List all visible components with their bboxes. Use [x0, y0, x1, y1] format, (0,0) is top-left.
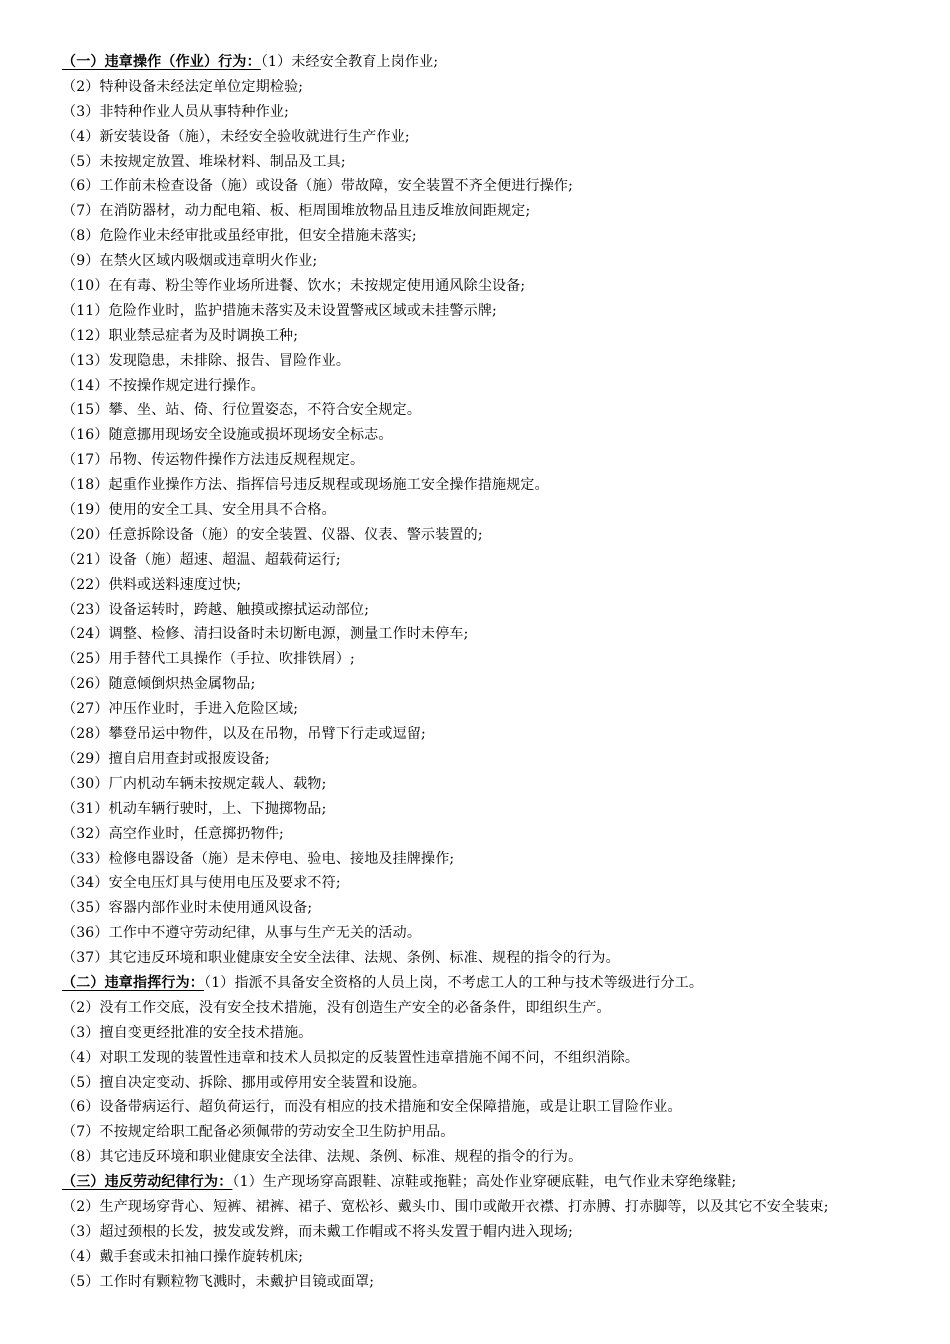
- section-1-item-29: [62, 747, 894, 772]
- section-3-item-5: [62, 1270, 894, 1295]
- section-1-item-32: [62, 822, 894, 847]
- section-2-item-3: [62, 1021, 894, 1046]
- section-1-item-7: [62, 199, 894, 224]
- section-2-item-2: [62, 996, 894, 1021]
- section-item-text: （5）未按规定放置、堆垛材料、制品及工具;: [62, 153, 346, 170]
- section-item-text: （2）没有工作交底，没有安全技术措施，没有创造生产安全的必备条件，即组织生产。: [62, 999, 611, 1016]
- section-1-item-5: [62, 150, 894, 175]
- section-item-text: （25）用手替代工具操作（手拉、吹排铁屑）;: [62, 651, 355, 668]
- section-item-text: （17）吊物、传运物件操作方法违反规程规定。: [62, 452, 365, 469]
- section-item-text: （4）对职工发现的装置性违章和技术人员拟定的反装置性违章措施不闻不问，不组织消除。: [62, 1049, 640, 1066]
- section-item-text: （21）设备（施）超速、超温、超载荷运行;: [62, 551, 341, 568]
- section-1-item-23: [62, 598, 894, 623]
- section-item-text: （3）擅自变更经批准的安全技术措施。: [62, 1024, 313, 1041]
- document-body: [62, 50, 894, 1295]
- section-item-text: （33）检修电器设备（施）是未停电、验电、接地及挂牌操作;: [62, 850, 455, 867]
- section-1-item-25: [62, 647, 894, 672]
- section-1-item-28: [62, 722, 894, 747]
- section-item-text: （11）危险作业时，监护措施未落实及未设置警戒区域或未挂警示牌;: [62, 302, 497, 319]
- section-item-text: （6）工作前未检查设备（施）或设备（施）带故障，安全装置不齐全便进行操作;: [62, 178, 574, 195]
- section-item-text: （2）特种设备未经法定单位定期检验;: [62, 78, 304, 95]
- section-1-item-3: [62, 100, 894, 125]
- section-item-text: （1）生产现场穿高跟鞋、凉鞋或拖鞋；高处作业穿硬底鞋，电气作业未穿绝缘鞋;: [232, 1174, 737, 1191]
- section-item-text: （6）设备带病运行、超负荷运行，而没有相应的技术措施和安全保障措施，或是让职工冒险作业。: [62, 1099, 682, 1116]
- section-item-text: （23）设备运转时，跨越、触摸或擦拭运动部位;: [62, 601, 370, 618]
- section-item-text: （5）擅自决定变动、拆除、挪用或停用安全装置和设施。: [62, 1074, 427, 1091]
- section-1-item-37: [62, 946, 894, 971]
- section-item-text: （3）超过颈根的长发，披发或发辫，而未戴工作帽或不将头发置于帽内进入现场;: [62, 1223, 574, 1240]
- section-item-text: （15）攀、坐、站、倚、行位置姿态，不符合安全规定。: [62, 402, 422, 419]
- section-1-item-6: [62, 174, 894, 199]
- section-1-item-27: [62, 697, 894, 722]
- section-item-text: （4）戴手套或未扣袖口操作旋转机床;: [62, 1248, 304, 1265]
- section-1-heading: （一）违章操作（作业）行为：: [62, 54, 261, 70]
- section-item-text: （12）职业禁忌症者为及时调换工种;: [62, 327, 299, 344]
- section-item-text: （3）非特种作业人员从事特种作业;: [62, 103, 290, 120]
- section-1-item-18: [62, 473, 894, 498]
- section-item-text: （7）在消防器材，动力配电箱、板、柜周围堆放物品且违反堆放间距规定;: [62, 203, 531, 220]
- section-1-item-36: [62, 921, 894, 946]
- section-item-text: （34）安全电压灯具与使用电压及要求不符;: [62, 875, 341, 892]
- section-1-item-4: [62, 125, 894, 150]
- section-item-text: （10）在有毒、粉尘等作业场所进餐、饮水；未按规定使用通风除尘设备;: [62, 278, 526, 295]
- section-3-item-4: [62, 1245, 894, 1270]
- section-1-item-31: [62, 797, 894, 822]
- section-1-item-19: [62, 498, 894, 523]
- section-item-text: （24）调整、检修、清扫设备时未切断电源，测量工作时未停车;: [62, 626, 469, 643]
- section-1-item-35: [62, 896, 894, 921]
- section-1-item-20: [62, 523, 894, 548]
- section-item-text: （14）不按操作规定进行操作。: [62, 377, 265, 394]
- section-item-text: （1）指派不具备安全资格的人员上岗，不考虑工人的工种与技术等级进行分工。: [204, 974, 704, 991]
- section-item-text: （27）冲压作业时，手进入危险区域;: [62, 701, 299, 718]
- section-1-item-8: [62, 224, 894, 249]
- section-1-item-16: [62, 423, 894, 448]
- section-1-item-9: [62, 249, 894, 274]
- section-item-text: （13）发现隐患，未排除、报告、冒险作业。: [62, 352, 351, 369]
- section-1-item-33: [62, 847, 894, 872]
- section-1-item-17: [62, 448, 894, 473]
- section-1-item-13: [62, 349, 894, 374]
- section-item-text: （30）厂内机动车辆未按规定载人、载物;: [62, 775, 327, 792]
- section-2-item-8: [62, 1145, 894, 1170]
- section-item-text: （31）机动车辆行驶时，上、下抛掷物品;: [62, 800, 327, 817]
- section-item-text: （35）容器内部作业时未使用通风设备;: [62, 900, 313, 917]
- section-2-item-5: [62, 1071, 894, 1096]
- section-item-text: （8）其它违反环境和职业健康安全法律、法规、条例、标准、规程的指令的行为。: [62, 1149, 583, 1166]
- section-1-item-22: [62, 573, 894, 598]
- section-item-text: （32）高空作业时，任意掷扔物件;: [62, 825, 284, 842]
- section-item-text: （9）在禁火区域内吸烟或违章明火作业;: [62, 253, 318, 270]
- section-item-text: （36）工作中不遵守劳动纪律，从事与生产无关的活动。: [62, 925, 422, 942]
- section-item-text: （2）生产现场穿背心、短裤、裙裤、裙子、宽松衫、戴头巾、围巾或敞开衣襟、打赤膊、打赤脚等，以及其它不安全装束;: [62, 1198, 829, 1215]
- section-1-item-11: [62, 299, 894, 324]
- section-item-text: （5）工作时有颗粒物飞溅时，未戴护目镜或面罩;: [62, 1273, 375, 1290]
- section-3-item-1: [62, 1170, 894, 1195]
- section-1-item-15: [62, 398, 894, 423]
- section-item-text: （16）随意挪用现场安全设施或损坏现场安全标志。: [62, 427, 393, 444]
- section-2-heading: （二）违章指挥行为：: [62, 974, 204, 991]
- section-1-item-10: [62, 274, 894, 299]
- section-1-item-21: [62, 548, 894, 573]
- section-1-item-24: [62, 622, 894, 647]
- section-1-item-26: [62, 672, 894, 697]
- section-item-text: （26）随意倾倒炽热金属物品;: [62, 676, 256, 693]
- section-1-item-34: [62, 871, 894, 896]
- section-item-text: （8）危险作业未经审批或虽经审批，但安全措施未落实;: [62, 228, 417, 245]
- section-3-item-2: [62, 1195, 894, 1220]
- section-item-text: （4）新安装设备（施），未经安全验收就进行生产作业;: [62, 128, 410, 145]
- section-2-item-6: [62, 1095, 894, 1120]
- section-item-text: （7）不按规定给职工配备必须佩带的劳动安全卫生防护用品。: [62, 1124, 455, 1141]
- section-2-item-7: [62, 1120, 894, 1145]
- section-2-item-1: [62, 971, 894, 996]
- section-2-item-4: [62, 1046, 894, 1071]
- section-item-text: （37）其它违反环境和职业健康安全安全法律、法规、条例、标准、规程的指令的行为。: [62, 950, 620, 967]
- section-3-heading: （三）违反劳动纪律行为：: [62, 1174, 233, 1191]
- section-item-text: （28）攀登吊运中物件，以及在吊物，吊臂下行走或逗留;: [62, 726, 426, 743]
- section-item-text: （1）未经安全教育上岗作业;: [260, 54, 439, 70]
- section-1-item-30: [62, 772, 894, 797]
- section-item-text: （29）擅自启用查封或报废设备;: [62, 750, 270, 767]
- section-1-item-1: [62, 50, 894, 75]
- section-1-item-14: [62, 374, 894, 399]
- section-item-text: （20）任意拆除设备（施）的安全装置、仪器、仪表、警示装置的;: [62, 526, 483, 543]
- section-item-text: （19）使用的安全工具、安全用具不合格。: [62, 502, 336, 519]
- section-item-text: （18）起重作业操作方法、指挥信号违反规程或现场施工安全操作措施规定。: [62, 477, 549, 494]
- section-1-item-12: [62, 324, 894, 349]
- section-1-item-2: [62, 75, 894, 100]
- section-3-item-3: [62, 1220, 894, 1245]
- section-item-text: （22）供料或送料速度过快;: [62, 576, 242, 593]
